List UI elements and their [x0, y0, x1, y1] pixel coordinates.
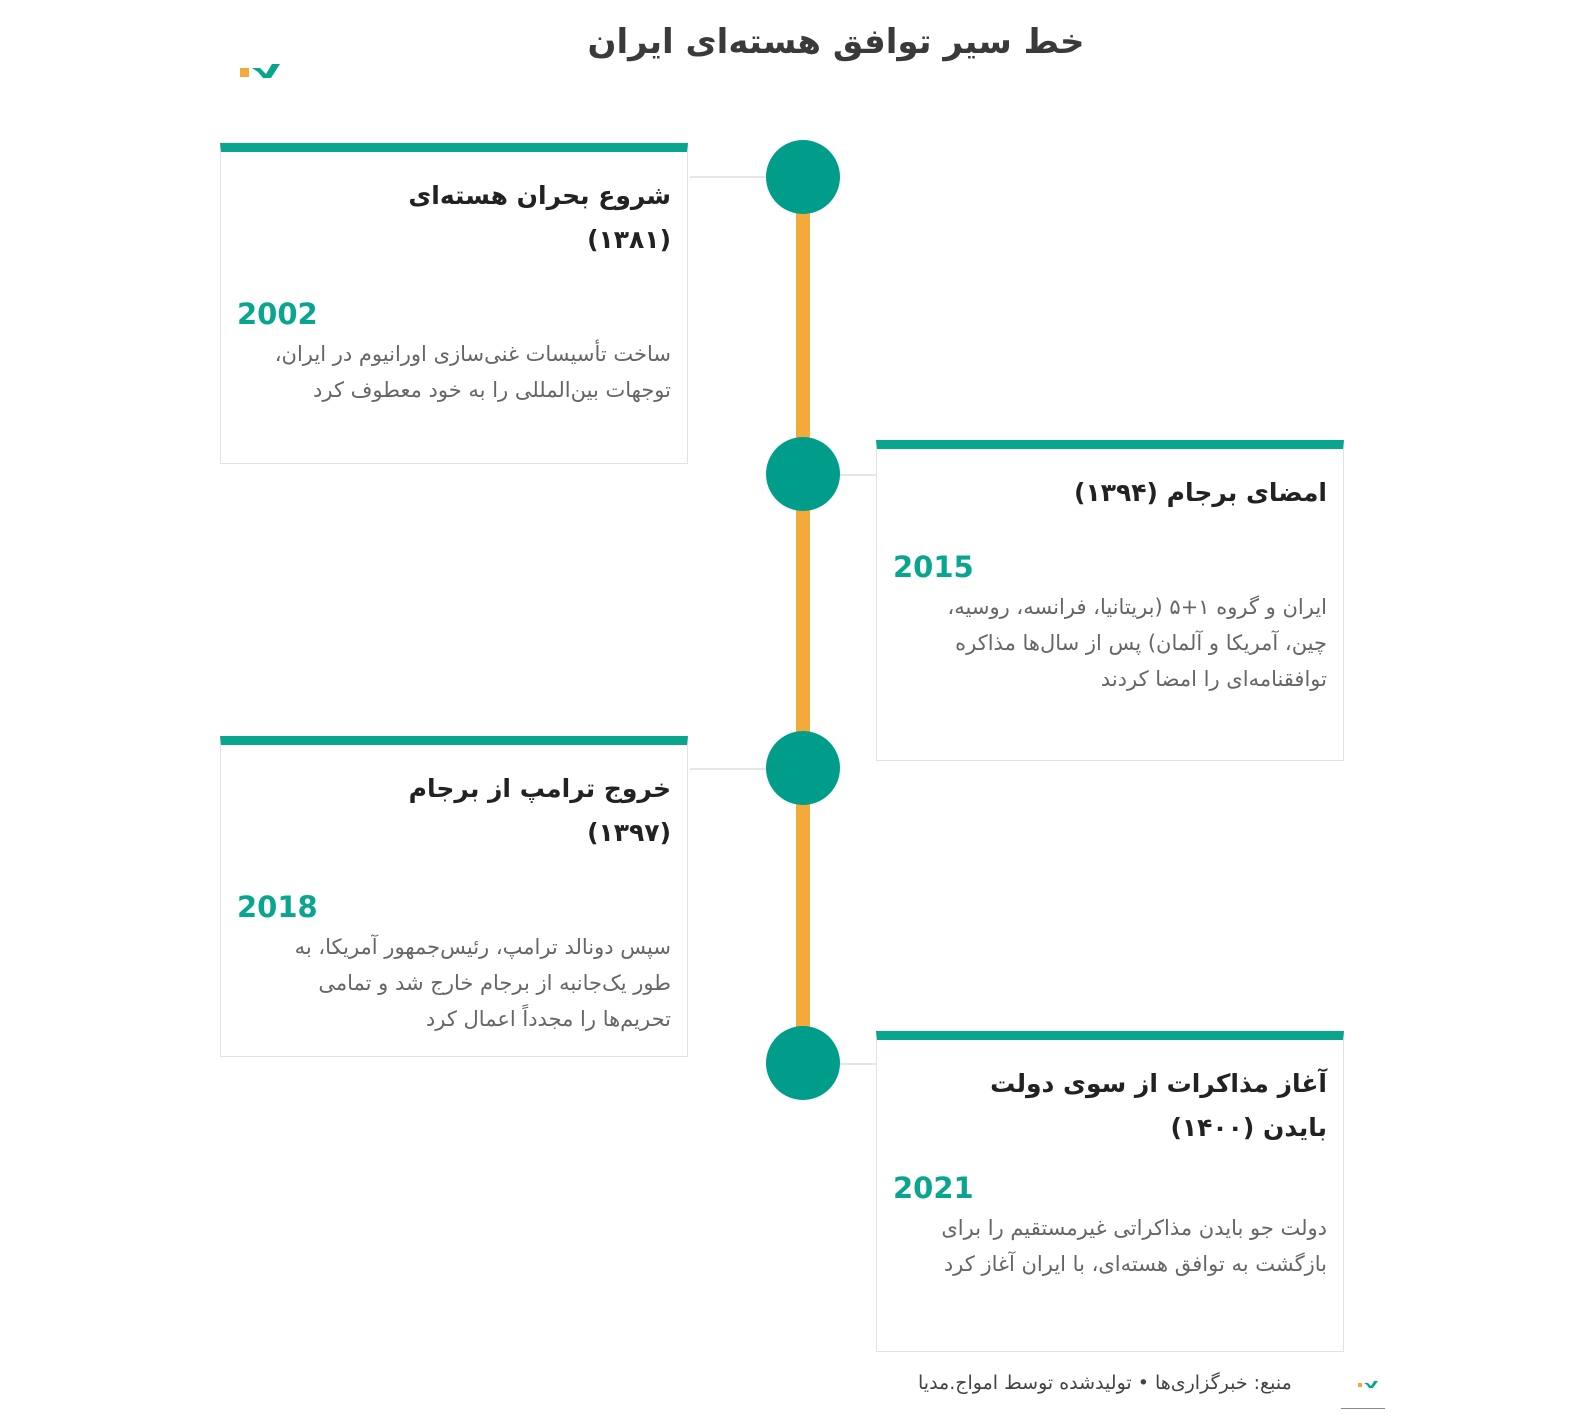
timeline-dot-2002 — [766, 140, 840, 214]
brand-logo-icon — [240, 58, 284, 82]
page-title: خط سیر توافق هسته‌ای ایران — [587, 22, 1085, 62]
source-note: منبع: خبرگزاری‌ها • تولیدشده توسط امواج.مدیا — [918, 1372, 1292, 1394]
event-description: سپس دونالد ترامپ، رئیس‌جمهور آمریکا، به طور یک‌جانبه از برجام خارج شد و تمامی تحریم‌ها را مجدداً اعمال کرد — [294, 935, 671, 1031]
timeline-dot-2018 — [766, 731, 840, 805]
footer-underline — [1341, 1408, 1385, 1409]
timeline-dot-2015 — [766, 437, 840, 511]
connector-4 — [838, 1063, 878, 1065]
event-year: 2018 — [237, 890, 318, 924]
event-title: شروع بحران هسته‌ای (۱۳۸۱) — [408, 181, 671, 254]
event-card-2015 — [876, 440, 1344, 761]
timeline-spine — [796, 178, 810, 1058]
timeline-dot-2021 — [766, 1026, 840, 1100]
event-description: ایران و گروه ۱+۵ (بریتانیا، فرانسه، روسیه، چین، آمریکا و آلمان) پس از سال‌ها مذاکره توافقنامه‌ای را امضا کردند — [947, 595, 1327, 691]
event-title: آغاز مذاکرات از سوی دولت بایدن (۱۴۰۰) — [990, 1069, 1327, 1142]
event-year: 2002 — [237, 297, 318, 331]
event-card-2018 — [220, 736, 688, 1057]
event-title: خروج ترامپ از برجام (۱۳۹۷) — [408, 774, 671, 847]
connector-1 — [690, 176, 770, 178]
event-title: امضای برجام (۱۳۹۴) — [1074, 478, 1327, 507]
connector-2 — [838, 474, 878, 476]
event-year: 2015 — [893, 550, 974, 584]
event-card-2002 — [220, 143, 688, 464]
event-card-2021 — [876, 1031, 1344, 1352]
connector-3 — [690, 768, 770, 770]
event-description: ساخت تأسیسات غنی‌سازی اورانیوم در ایران، توجهات بین‌المللی را به خود معطوف کرد — [274, 342, 671, 402]
event-year: 2021 — [893, 1171, 974, 1205]
footer-logo-icon — [1358, 1378, 1380, 1392]
event-description: دولت جو بایدن مذاکراتی غیرمستقیم را برای بازگشت به توافق هسته‌ای، با ایران آغاز کرد — [941, 1216, 1327, 1276]
